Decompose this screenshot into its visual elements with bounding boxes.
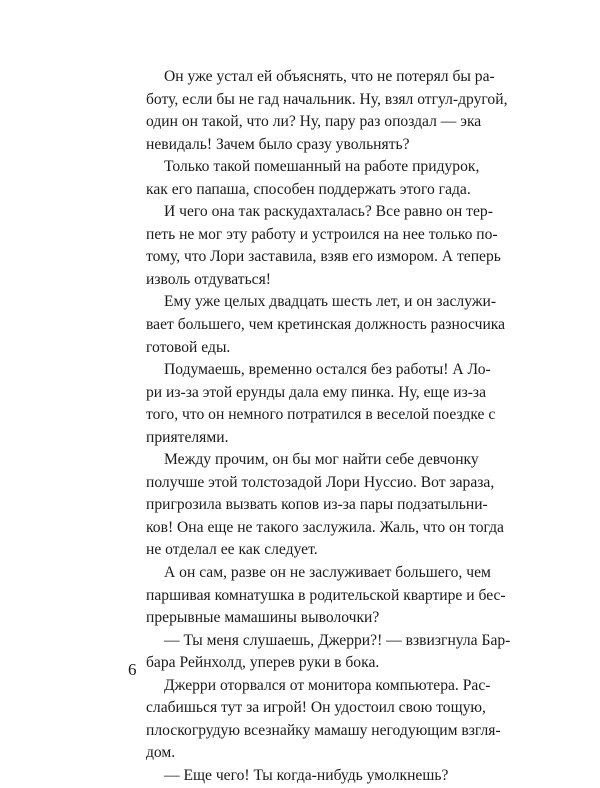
text-line: плоскогрудую всезнайку мамашу негодующим взгля- (146, 721, 501, 739)
text-line: Подумаешь, временно остался без работы! А Ло- (164, 361, 491, 379)
text-line: Джерри оторвался от монитора компьютера. Рас- (164, 676, 491, 694)
paragraph (128, 562, 506, 630)
text-line: дом. (146, 744, 176, 762)
paragraph (128, 291, 506, 359)
text-line: слабишься тут за игрой! Он удостоил свою тощую, (146, 699, 486, 717)
text-line: прерывные мамашины выволочки? (146, 609, 380, 627)
text-line: боту, если бы не гад начальник. Ну, взял отгул-другой, (146, 90, 508, 108)
text-line: вает большего, чем кретинская должность разносчика (146, 316, 506, 334)
text-line: изволь отдуваться! (146, 270, 271, 288)
text-line: готовой еды. (146, 338, 231, 356)
text-line: Только такой помешанный на работе придурок, (164, 158, 480, 176)
text-line: Ему уже целых двадцать шесть лет, и он заслужи- (164, 293, 497, 311)
text-line: ри из-за этой ерунды дала ему пинка. Ну, еще из-за (146, 383, 487, 401)
text-line: невидаль! Зачем было сразу увольнять? (146, 135, 410, 153)
text-line: — Ты меня слушаешь, Джерри?! — взвизгнула Бар- (164, 631, 511, 649)
text-line: петь не мог эту работу и устроился на нее только по- (146, 225, 498, 243)
text-line: того, что он немного потратился в веселой поездке с (146, 406, 496, 424)
text-line: — Еще чего! Ты когда-нибудь умолкнешь? (164, 766, 449, 784)
text-line: получше этой толстозадой Лори Нуссио. Вот зараза, (146, 473, 495, 491)
text-line: не отделал ее как следует. (146, 541, 318, 559)
paragraph (128, 359, 496, 449)
text-line: ков! Она еще не такого заслужила. Жаль, что он тогда (146, 518, 504, 536)
body-text (128, 66, 511, 788)
text-line: как его папаша, способен поддержать этого гада. (146, 180, 471, 198)
paragraph (128, 630, 511, 675)
text-line: паршивая комнатушка в родительской квартире и бес- (146, 586, 506, 604)
text-line: И чего она так раскудахталась? Все равно он тер- (164, 203, 493, 221)
paragraph (128, 66, 508, 156)
text-line: пригрозила вызвать копов из-за пары подзатыльни- (146, 496, 488, 514)
paragraph (128, 201, 501, 291)
page-number: 6 (128, 660, 137, 679)
text-line: Между прочим, он бы мог найти себе девчонку (164, 451, 479, 469)
paragraph (128, 449, 504, 562)
paragraph (128, 156, 478, 201)
text-line: тому, что Лори заставила, взяв его измором. А теперь (146, 248, 501, 266)
text-line: приятелями. (146, 428, 229, 446)
text-line: Он уже устал ей объяснять, что не потерял бы ра- (164, 68, 495, 85)
text-line: один он такой, что ли? Ну, пару раз опоздал — эка (146, 113, 482, 131)
text-line: А он сам, разве он не заслуживает большего, чем (164, 564, 491, 582)
text-line: бара Рейнхолд, уперев руки в бока. (146, 654, 380, 672)
paragraph (128, 675, 501, 765)
paragraph (128, 765, 478, 788)
